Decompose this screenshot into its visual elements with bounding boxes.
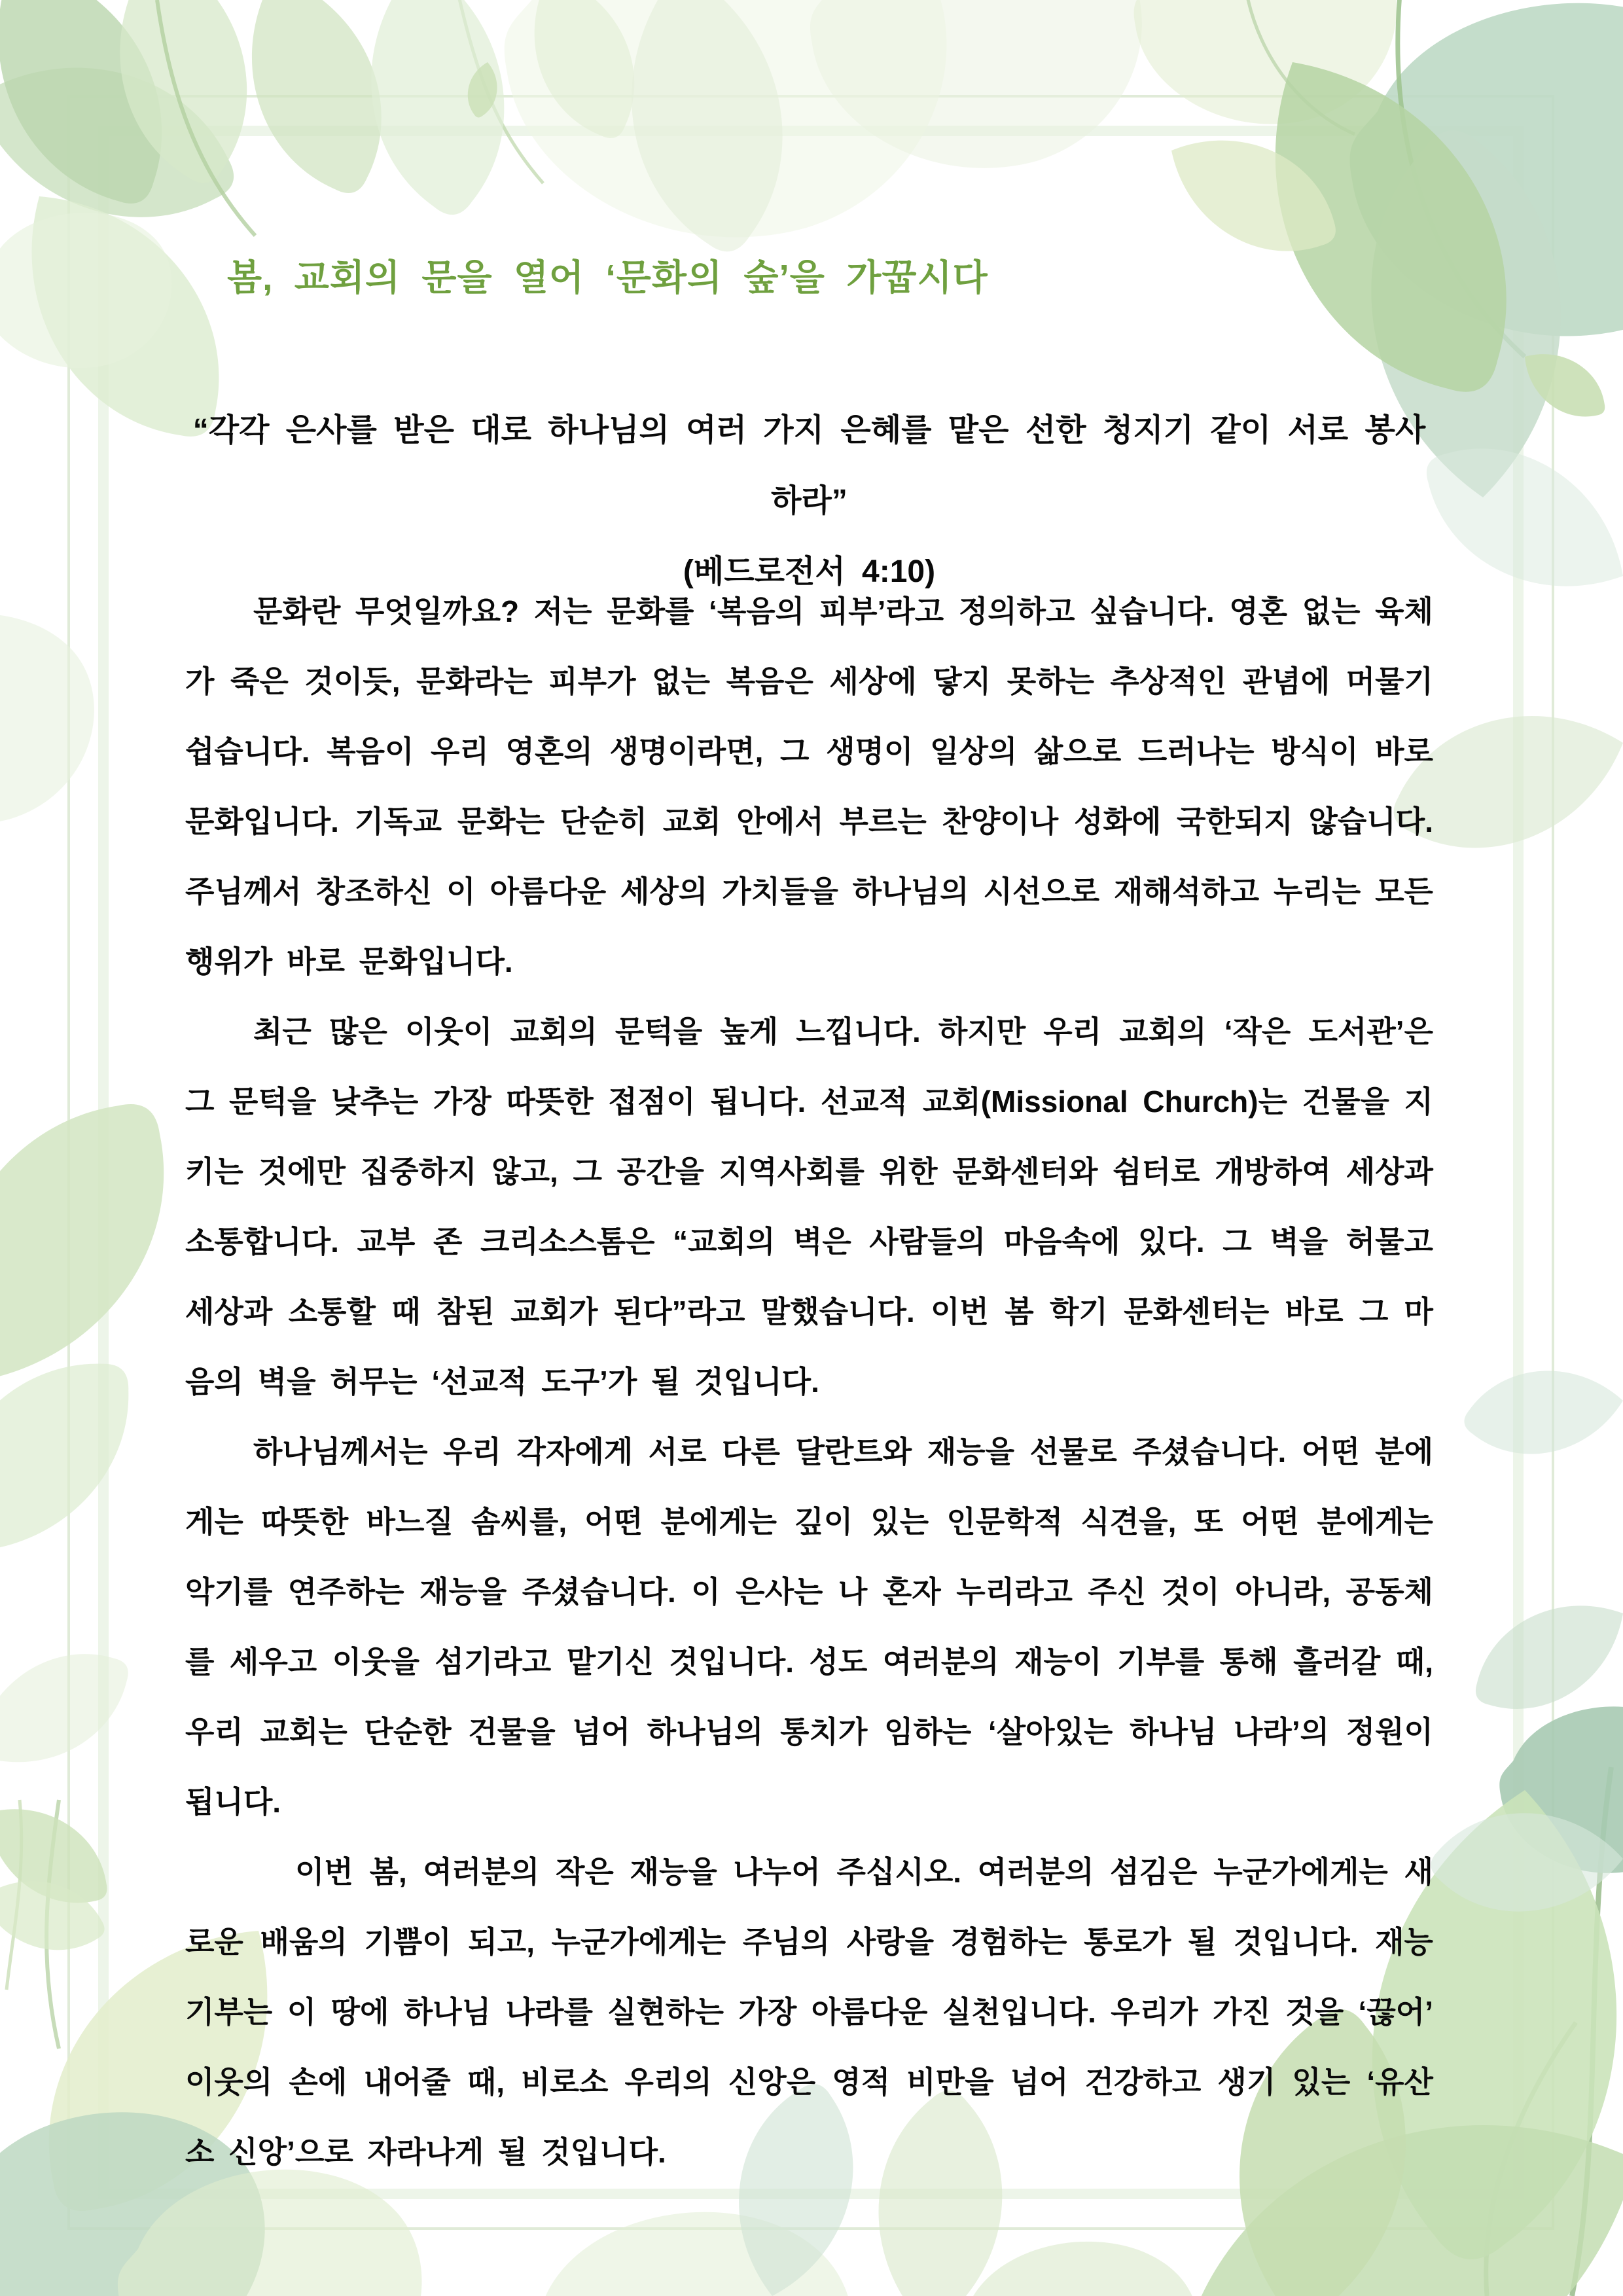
bible-verse-quote: “각각 은사를 받은 대로 하나님의 여러 가지 은혜를 맡은 선한 청지기 같이 서로 봉사하라” xyxy=(192,413,1426,518)
leaf-wash-top-center xyxy=(505,0,1142,264)
paragraph-culture-definition: 문화란 무엇일까요? 저는 문화를 ‘복음의 피부’라고 정의하고 싶습니다. 영혼 없는 육체가 죽은 것이듯, 문화라는 피부가 없는 복음은 세상에 닿지 못하는 추상적인 관념에 머물기 쉽습니다. 복음이 우리 영혼의 생명이라면, 그 생명이 일상의 삶으로 드러나는 방식이 바로 문화입니다. 기독교 문화는 단순히 교회 안에서 부르는 찬양이나 성화에 국한되지 않습니다. 주님께서 창조하신 이 아름다운 세상의 가치들을 하나님의 시선으로 재해석하고 누리는 모든 행위가 바로 문화입니다. xyxy=(185,594,1433,978)
bible-verse-block xyxy=(185,395,1433,607)
paragraph-spring-invitation: 이번 봄, 여러분의 작은 재능을 나누어 주십시오. 여러분의 섬김은 누군가에게는 새로운 배움의 기쁨이 되고, 누군가에게는 주님의 사랑을 경험하는 통로가 될 것입니다. 재능기부는 이 땅에 하나님 나라를 실현하는 가장 아름다운 실천입니다. 우리가 가진 것을 ‘끊어’ 이웃의 손에 내어줄 때, 비로소 우리의 신앙은 영적 비만을 넘어 건강하고 생기 있는 ‘유산소 신앙’으로 자라나게 될 것입니다. xyxy=(185,1855,1433,2169)
paragraph-missional-church: 최근 많은 이웃이 교회의 문턱을 높게 느낍니다. 하지만 우리 교회의 ‘작은 도서관’은 그 문턱을 낮추는 가장 따뜻한 접점이 됩니다. 선교적 교회(Missional Church)는 건물을 지키는 것에만 집중하지 않고, 그 공간을 지역사회를 위한 문화센터와 쉼터로 개방하여 세상과 소통합니다. 교부 존 크리소스톰은 “교회의 벽은 사람들의 마음속에 있다. 그 벽을 허물고 세상과 소통할 때 참된 교회가 된다”라고 말했습니다. 이번 봄 학기 문화센터는 바로 그 마음의 벽을 허무는 ‘선교적 도구’가 될 것입니다. xyxy=(185,1014,1433,1399)
bible-verse-reference: (베드로전서 4:10) xyxy=(683,554,936,589)
letter-body xyxy=(185,577,1433,2187)
page-title: 봄, 교회의 문을 열어 ‘문화의 숲’을 가꿉시다 xyxy=(227,257,988,298)
paragraph-talents-gifts: 하나님께서는 우리 각자에게 서로 다른 달란트와 재능을 선물로 주셨습니다. 어떤 분에게는 따뜻한 바느질 솜씨를, 어떤 분에게는 깊이 있는 인문학적 식견을, 또 어떤 분에게는 악기를 연주하는 재능을 주셨습니다. 이 은사는 나 혼자 누리라고 주신 것이 아니라, 공동체를 세우고 이웃을 섬기라고 맡기신 것입니다. 성도 여러분의 재능이 기부를 통해 흘러갈 때, 우리 교회는 단순한 건물을 넘어 하나님의 통치가 임하는 ‘살아있는 하나님 나라’의 정원이 됩니다. xyxy=(185,1435,1433,1819)
